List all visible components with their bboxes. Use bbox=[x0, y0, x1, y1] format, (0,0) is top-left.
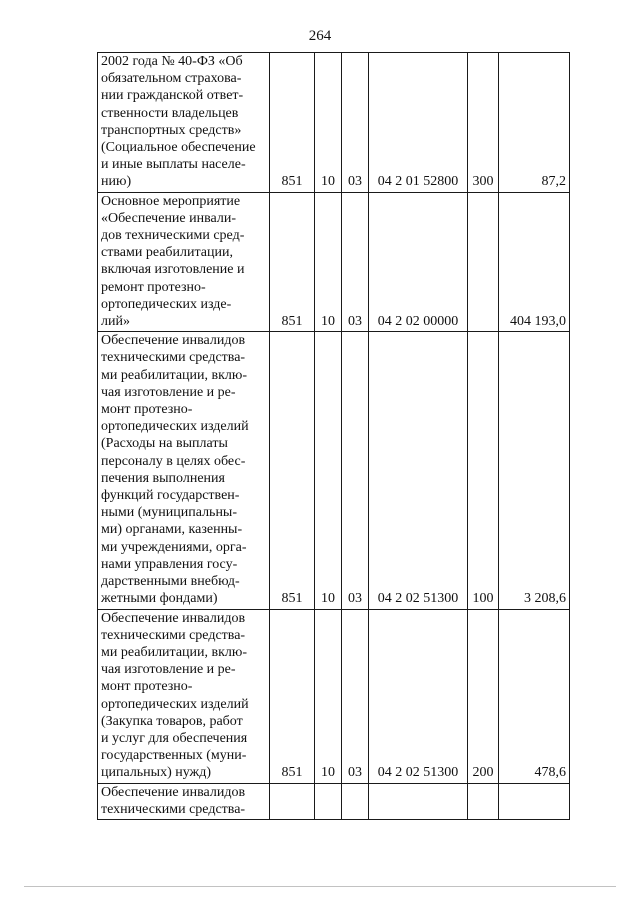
section-cell: 10 bbox=[315, 53, 342, 193]
amount-cell bbox=[499, 783, 570, 819]
ministry-code-cell: 851 bbox=[270, 609, 315, 783]
ministry-code-cell: 851 bbox=[270, 53, 315, 193]
subsection-cell: 03 bbox=[342, 192, 369, 332]
expense-name-cell: 2002 года № 40-ФЗ «Об обязательном страхова- нии гражданской ответ- ственности владельцев транспортных средств» (Социальное обеспечение и иные выплаты населе- нию) bbox=[98, 53, 270, 193]
target-article-cell: 04 2 01 52800 bbox=[369, 53, 468, 193]
table-row bbox=[98, 192, 570, 332]
subsection-cell: 03 bbox=[342, 53, 369, 193]
scan-bottom-edge bbox=[24, 886, 616, 887]
target-article-cell: 04 2 02 51300 bbox=[369, 609, 468, 783]
expense-type-cell: 200 bbox=[468, 609, 499, 783]
subsection-cell: 03 bbox=[342, 609, 369, 783]
expense-type-cell: 100 bbox=[468, 332, 499, 609]
table-row bbox=[98, 53, 570, 193]
target-article-cell: 04 2 02 00000 bbox=[369, 192, 468, 332]
subsection-cell bbox=[342, 783, 369, 819]
expense-name-cell: Обеспечение инвалидов техническими средства- ми реабилитации, вклю- чая изготовление и ре- монт протезно- ортопедических изделий (Закупка товаров, работ и услуг для обеспечения государственных (муни- ципальных) нужд) bbox=[98, 609, 270, 783]
ministry-code-cell: 851 bbox=[270, 192, 315, 332]
expense-name-cell: Обеспечение инвалидов техническими средства- bbox=[98, 783, 270, 819]
amount-cell: 478,6 bbox=[499, 609, 570, 783]
amount-cell: 87,2 bbox=[499, 53, 570, 193]
section-cell bbox=[315, 783, 342, 819]
target-article-cell bbox=[369, 783, 468, 819]
table-row bbox=[98, 609, 570, 783]
expense-name-cell: Основное мероприятие «Обеспечение инвали- дов техническими сред- ствами реабилитации, включая изготовление и ремонт протезно- ортопедических изде- лий» bbox=[98, 192, 270, 332]
section-cell: 10 bbox=[315, 332, 342, 609]
amount-cell: 404 193,0 bbox=[499, 192, 570, 332]
ministry-code-cell bbox=[270, 783, 315, 819]
budget-table bbox=[97, 52, 570, 820]
table-row bbox=[98, 783, 570, 819]
expense-type-cell bbox=[468, 192, 499, 332]
page-number: 264 bbox=[308, 28, 332, 44]
section-cell: 10 bbox=[315, 609, 342, 783]
table-row bbox=[98, 332, 570, 609]
expense-type-cell bbox=[468, 783, 499, 819]
amount-cell: 3 208,6 bbox=[499, 332, 570, 609]
section-cell: 10 bbox=[315, 192, 342, 332]
ministry-code-cell: 851 bbox=[270, 332, 315, 609]
subsection-cell: 03 bbox=[342, 332, 369, 609]
expense-name-cell: Обеспечение инвалидов техническими средства- ми реабилитации, вклю- чая изготовление и ре- монт протезно- ортопедических изделий (Расходы на выплаты персоналу в целях обес- печения выполнения функций государствен- ными (муниципальны- ми) органами, казенны- ми учреждениями, орга- нами управления госу- дарственными внебюд- жетными фондами) bbox=[98, 332, 270, 609]
expense-type-cell: 300 bbox=[468, 53, 499, 193]
target-article-cell: 04 2 02 51300 bbox=[369, 332, 468, 609]
